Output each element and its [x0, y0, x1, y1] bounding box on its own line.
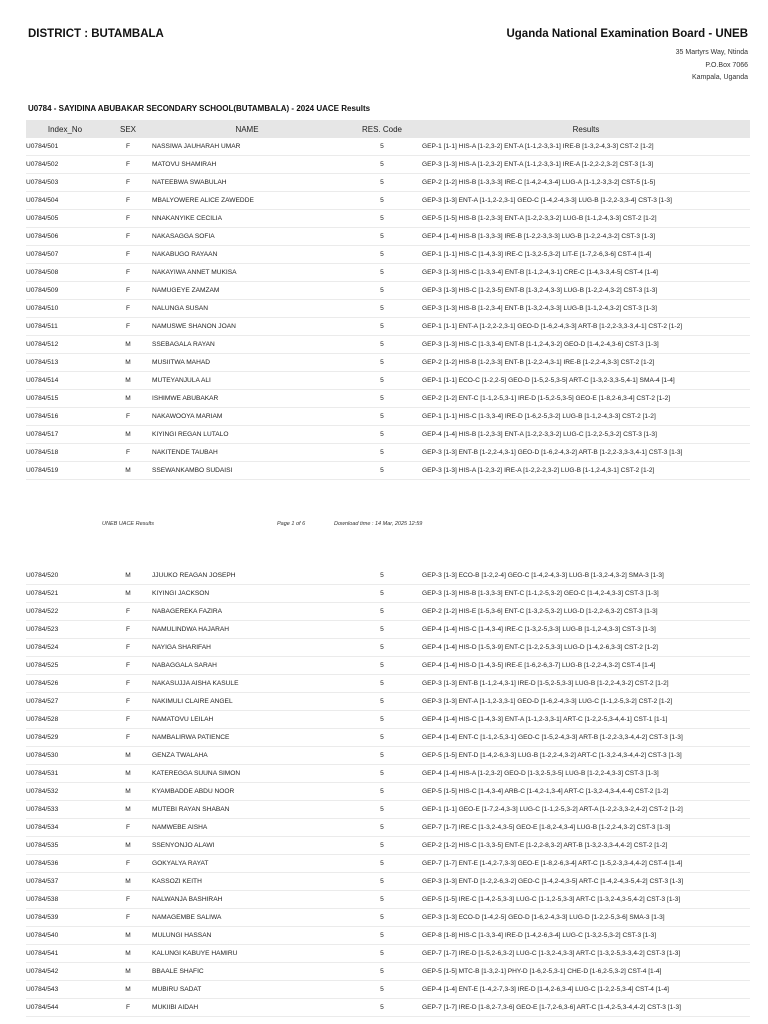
name-cell: KASSOZI KEITH	[152, 873, 342, 891]
results-cell: GEP-5 [1-5] MTC-B [1-3,2-1] PHY-D [1-6,2-5,3-1] CHE-D [1-6,2-5,3-2] CST-4 [1-4]	[422, 963, 750, 981]
results-cell: GEP-4 [1-4] HIS-A [1-2,3-2] GEO-D [1-3,2-5,3-5] LUG-B [1-2,2-4,3-3] CST-3 [1-3]	[422, 765, 750, 783]
res-code-cell: 5	[342, 729, 422, 747]
sex-cell: F	[104, 174, 152, 192]
results-cell: GEP-2 [1-2] ENT-C [1-1,2-5,3-1] IRE-D [1-5,2-5,3-5] GEO-E [1-8,2-6,3-4] CST-2 [1-2]	[422, 390, 750, 408]
index-cell: U0784/531	[26, 765, 104, 783]
name-cell: NAKIMULI CLAIRE ANGEL	[152, 693, 342, 711]
name-cell: NAKABUGO RAYAAN	[152, 246, 342, 264]
results-cell: GEP-3 [1-3] HIS-C [1-3,3-4] ENT-B [1-1,2-4,3-1] CRE-C [1-4,3-3,4-5] CST-4 [1-4]	[422, 264, 750, 282]
index-cell: U0784/538	[26, 891, 104, 909]
name-cell: MBALYOWERE ALICE ZAWEDDE	[152, 192, 342, 210]
results-cell: GEP-4 [1-4] ENT-E [1-4,2-7,3-3] IRE-D [1-4,2-6,3-4] LUG-C [1-2,2-5,3-4] CST-4 [1-4]	[422, 981, 750, 999]
sex-cell: F	[104, 729, 152, 747]
results-cell: GEP-3 [1-3] ECO-B [1-2,2-4] GEO-C [1-4,2-4,3-3] LUG-B [1-3,2-4,3-2] SMA-3 [1-3]	[422, 567, 750, 585]
table-row	[26, 999, 750, 1017]
name-cell: MATOVU SHAMIRAH	[152, 156, 342, 174]
name-cell: NAMUSWE SHANON JOAN	[152, 318, 342, 336]
table-header-row	[26, 120, 750, 138]
index-cell: U0784/533	[26, 801, 104, 819]
sex-cell: F	[104, 603, 152, 621]
res-code-cell: 5	[342, 765, 422, 783]
sex-cell: F	[104, 621, 152, 639]
res-code-cell: 5	[342, 585, 422, 603]
sex-cell: F	[104, 444, 152, 462]
header-name: NAME	[152, 120, 342, 138]
res-code-cell: 5	[342, 675, 422, 693]
index-cell: U0784/511	[26, 318, 104, 336]
table-row	[26, 174, 750, 192]
results-cell: GEP-3 [1-3] ENT-B [1-2,2-4,3-1] GEO-D [1-6,2-4,3-2] ART-B [1-2,2-3,3-3,4-1] CST-3 [1-3]	[422, 444, 750, 462]
index-cell: U0784/510	[26, 300, 104, 318]
table-row	[26, 408, 750, 426]
name-cell: NNAKANYIKE CECILIA	[152, 210, 342, 228]
name-cell: NAMUGEYE ZAMZAM	[152, 282, 342, 300]
table-row	[26, 693, 750, 711]
res-code-cell: 5	[342, 336, 422, 354]
results-cell: GEP-3 [1-3] HIS-B [1-3,3-3] ENT-C [1-1,2-5,3-2] GEO-C [1-4,2-4,3-3] CST-3 [1-3]	[422, 585, 750, 603]
table-row	[26, 963, 750, 981]
name-cell: MUTEBI RAYAN SHABAN	[152, 801, 342, 819]
address-line: P.O.Box 7066	[705, 61, 748, 69]
table-row	[26, 675, 750, 693]
index-cell: U0784/526	[26, 675, 104, 693]
results-cell: GEP-3 [1-3] HIS-A [1-2,3-2] ENT-A [1-1,2-3,3-1] IRE-A [1-2,2-2,3-2] CST-3 [1-3]	[422, 156, 750, 174]
sex-cell: M	[104, 927, 152, 945]
name-cell: NAYIGA SHARIFAH	[152, 639, 342, 657]
index-cell: U0784/522	[26, 603, 104, 621]
index-cell: U0784/501	[26, 138, 104, 156]
res-code-cell: 5	[342, 354, 422, 372]
name-cell: MUBIRU SADAT	[152, 981, 342, 999]
sex-cell: M	[104, 837, 152, 855]
res-code-cell: 5	[342, 444, 422, 462]
table-row	[26, 444, 750, 462]
footer-download: Download time : 14 Mar, 2025 12:59	[334, 521, 423, 527]
sex-cell: F	[104, 300, 152, 318]
footer-label: UNEB UACE Results	[102, 521, 154, 527]
res-code-cell: 5	[342, 408, 422, 426]
results-cell: GEP-4 [1-4] HIS-D [1-4,3-5] IRE-E [1-6,2-6,3-7] LUG-B [1-2,2-4,3-2] CST-4 [1-4]	[422, 657, 750, 675]
table-row	[26, 264, 750, 282]
sex-cell: M	[104, 783, 152, 801]
sex-cell: M	[104, 372, 152, 390]
table-row	[26, 156, 750, 174]
school-title: U0784 - SAYIDINA ABUBAKAR SECONDARY SCHOOL(BUTAMBALA) - 2024 UACE Results	[28, 104, 371, 113]
district-title: DISTRICT : BUTAMBALA	[28, 28, 164, 40]
index-cell: U0784/503	[26, 174, 104, 192]
results-cell: GEP-4 [1-4] ENT-C [1-1,2-5,3-1] GEO-C [1-5,2-4,3-3] ART-B [1-2,2-3,3-4,4-2] CST-3 [1-3]	[422, 729, 750, 747]
name-cell: BBAALE SHAFIC	[152, 963, 342, 981]
res-code-cell: 5	[342, 603, 422, 621]
sex-cell: M	[104, 801, 152, 819]
index-cell: U0784/542	[26, 963, 104, 981]
res-code-cell: 5	[342, 246, 422, 264]
table-row	[26, 927, 750, 945]
index-cell: U0784/527	[26, 693, 104, 711]
sex-cell: F	[104, 657, 152, 675]
sex-cell: F	[104, 711, 152, 729]
sex-cell: M	[104, 426, 152, 444]
res-code-cell: 5	[342, 462, 422, 480]
res-code-cell: 5	[342, 801, 422, 819]
table-row	[26, 603, 750, 621]
results-cell: GEP-1 [1-1] HIS-A [1-2,3-2] ENT-A [1-1,2-3,3-1] IRE-B [1-3,2-4,3-3] CST-2 [1-2]	[422, 138, 750, 156]
index-cell: U0784/508	[26, 264, 104, 282]
res-code-cell: 5	[342, 282, 422, 300]
table-row	[26, 783, 750, 801]
res-code-cell: 5	[342, 873, 422, 891]
sex-cell: F	[104, 408, 152, 426]
name-cell: MUKIIBI AIDAH	[152, 999, 342, 1017]
sex-cell: M	[104, 390, 152, 408]
results-body-page-1	[26, 138, 750, 480]
index-cell: U0784/532	[26, 783, 104, 801]
name-cell: NAMWEBE AISHA	[152, 819, 342, 837]
results-cell: GEP-1 [1-1] ECO-C [1-2,2-5] GEO-D [1-5,2-5,3-5] ART-C [1-3,2-3,3-5,4-1] SMA-4 [1-4]	[422, 372, 750, 390]
results-cell: GEP-3 [1-3] HIS-B [1-2,3-4] ENT-B [1-3,2-4,3-3] LUG-B [1-1,2-4,3-2] CST-3 [1-3]	[422, 300, 750, 318]
index-cell: U0784/535	[26, 837, 104, 855]
table-row	[26, 192, 750, 210]
res-code-cell: 5	[342, 174, 422, 192]
table-row	[26, 138, 750, 156]
res-code-cell: 5	[342, 156, 422, 174]
address-line: Kampala, Uganda	[691, 74, 748, 81]
results-cell: GEP-1 [1-1] HIS-C [1-4,3-3] IRE-C [1-3,2-5,3-2] LIT-E [1-7,2-6,3-6] CST-4 [1-4]	[422, 246, 750, 264]
res-code-cell: 5	[342, 567, 422, 585]
results-cell: GEP-3 [1-3] ECO-D [1-4,2-5] GEO-D [1-6,2-4,3-3] LUG-D [1-2,2-5,3-6] SMA-3 [1-3]	[422, 909, 750, 927]
results-cell: GEP-3 [1-3] HIS-C [1-2,3-5] ENT-B [1-3,2-4,3-3] LUG-B [1-2,2-4,3-2] CST-3 [1-3]	[422, 282, 750, 300]
results-cell: GEP-7 [1-7] IRE-D [1-8,2-7,3-6] GEO-E [1-7,2-6,3-6] ART-C [1-4,2-5,3-4,4-2] CST-3 [1-3]	[422, 999, 750, 1017]
table-row	[26, 567, 750, 585]
name-cell: SSEBAGALA RAYAN	[152, 336, 342, 354]
table-row	[26, 462, 750, 480]
sex-cell: F	[104, 855, 152, 873]
results-cell: GEP-2 [1-2] HIS-B [1-2,3-3] ENT-B [1-2,2-4,3-1] IRE-B [1-2,2-4,3-3] CST-2 [1-2]	[422, 354, 750, 372]
table-row	[26, 282, 750, 300]
sex-cell: M	[104, 873, 152, 891]
index-cell: U0784/507	[26, 246, 104, 264]
table-row	[26, 765, 750, 783]
res-code-cell: 5	[342, 426, 422, 444]
res-code-cell: 5	[342, 390, 422, 408]
table-row	[26, 621, 750, 639]
results-cell: GEP-7 [1-7] IRE-C [1-3,2-4,3-5] GEO-E [1-8,2-4,3-4] LUG-B [1-2,2-4,3-2] CST-3 [1-3]	[422, 819, 750, 837]
results-cell: GEP-4 [1-4] HIS-B [1-3,3-3] IRE-B [1-2,2-3,3-3] LUG-B [1-2,2-4,3-2] CST-3 [1-3]	[422, 228, 750, 246]
res-code-cell: 5	[342, 747, 422, 765]
name-cell: SSEWANKAMBO SUDAISI	[152, 462, 342, 480]
index-cell: U0784/502	[26, 156, 104, 174]
table-row	[26, 873, 750, 891]
table-row	[26, 228, 750, 246]
results-cell: GEP-2 [1-2] HIS-B [1-3,3-3] IRE-C [1-4,2-4,3-4] LUG-A [1-1,2-3,3-2] CST-5 [1-5]	[422, 174, 750, 192]
table-row	[26, 855, 750, 873]
res-code-cell: 5	[342, 909, 422, 927]
res-code-cell: 5	[342, 621, 422, 639]
table-row	[26, 945, 750, 963]
sex-cell: M	[104, 336, 152, 354]
table-row	[26, 426, 750, 444]
sex-cell: M	[104, 585, 152, 603]
res-code-cell: 5	[342, 963, 422, 981]
table-row	[26, 210, 750, 228]
results-cell: GEP-3 [1-3] ENT-B [1-1,2-4,3-1] IRE-D [1-5,2-5,3-3] LUG-B [1-2,2-4,3-2] CST-2 [1-2]	[422, 675, 750, 693]
res-code-cell: 5	[342, 819, 422, 837]
sex-cell: F	[104, 675, 152, 693]
table-row	[26, 909, 750, 927]
res-code-cell: 5	[342, 711, 422, 729]
index-cell: U0784/530	[26, 747, 104, 765]
sex-cell: F	[104, 156, 152, 174]
results-cell: GEP-4 [1-4] HIS-C [1-4,3-4] IRE-C [1-3,2-5,3-3] LUG-B [1-1,2-4,3-3] CST-3 [1-3]	[422, 621, 750, 639]
name-cell: NAMAGEMBE SALIWA	[152, 909, 342, 927]
index-cell: U0784/521	[26, 585, 104, 603]
results-cell: GEP-7 [1-7] IRE-D [1-5,2-6,3-2] LUG-C [1-3,2-4,3-3] ART-C [1-3,2-5,3-3,4-2] CST-3 [1-3]	[422, 945, 750, 963]
results-cell: GEP-7 [1-7] ENT-E [1-4,2-7,3-3] GEO-E [1-8,2-6,3-4] ART-C [1-5,2-3,3-4,4-2] CST-4 [1-4]	[422, 855, 750, 873]
sex-cell: F	[104, 909, 152, 927]
table-row	[26, 891, 750, 909]
res-code-cell: 5	[342, 891, 422, 909]
sex-cell: F	[104, 246, 152, 264]
results-cell: GEP-3 [1-3] ENT-A [1-1,2-3,3-1] GEO-D [1-6,2-4,3-3] LUG-C [1-1,2-5,3-2] CST-2 [1-2]	[422, 693, 750, 711]
res-code-cell: 5	[342, 138, 422, 156]
index-cell: U0784/518	[26, 444, 104, 462]
results-cell: GEP-1 [1-1] ENT-A [1-2,2-2,3-1] GEO-D [1-6,2-4,3-3] ART-B [1-2,2-3,3-3,4-1] CST-2 [1-2]	[422, 318, 750, 336]
results-cell: GEP-3 [1-3] ENT-A [1-1,2-2,3-1] GEO-C [1-4,2-4,3-3] LUG-B [1-2,2-3,3-4] CST-3 [1-3]	[422, 192, 750, 210]
index-cell: U0784/506	[26, 228, 104, 246]
results-cell: GEP-3 [1-3] ENT-D [1-2,2-6,3-2] GEO-C [1-4,2-4,3-5] ART-C [1-4,2-4,3-5,4-2] CST-3 [1-3]	[422, 873, 750, 891]
index-cell: U0784/528	[26, 711, 104, 729]
results-table-page-2	[26, 567, 750, 1017]
sex-cell: F	[104, 210, 152, 228]
index-cell: U0784/524	[26, 639, 104, 657]
res-code-cell: 5	[342, 999, 422, 1017]
name-cell: NABAGGALA SARAH	[152, 657, 342, 675]
res-code-cell: 5	[342, 837, 422, 855]
header-sex: SEX	[104, 120, 152, 138]
table-row	[26, 981, 750, 999]
address-line: 35 Martyrs Way, Ntinda	[675, 49, 748, 56]
index-cell: U0784/536	[26, 855, 104, 873]
res-code-cell: 5	[342, 927, 422, 945]
sex-cell: F	[104, 228, 152, 246]
name-cell: KATEREGGA SUUNA SIMON	[152, 765, 342, 783]
index-cell: U0784/540	[26, 927, 104, 945]
res-code-cell: 5	[342, 693, 422, 711]
results-cell: GEP-4 [1-4] HIS-D [1-5,3-9] ENT-C [1-2,2-5,3-3] LUG-D [1-4,2-6,3-3] CST-2 [1-2]	[422, 639, 750, 657]
table-row	[26, 729, 750, 747]
sex-cell: M	[104, 354, 152, 372]
results-cell: GEP-5 [1-5] HIS-C [1-4,3-4] ARB-C [1-4,2-1,3-4] ART-C [1-3,2-4,3-4,4-4] CST-2 [1-2]	[422, 783, 750, 801]
board-title: Uganda National Examination Board - UNEB	[506, 28, 748, 40]
sex-cell: F	[104, 264, 152, 282]
index-cell: U0784/520	[26, 567, 104, 585]
header-res-code: RES. Code	[342, 120, 422, 138]
name-cell: KYAMBADDE ABDU NOOR	[152, 783, 342, 801]
table-row	[26, 747, 750, 765]
sex-cell: M	[104, 765, 152, 783]
res-code-cell: 5	[342, 228, 422, 246]
name-cell: NAMBALIRWA PATIENCE	[152, 729, 342, 747]
table-row	[26, 246, 750, 264]
sex-cell: F	[104, 891, 152, 909]
results-cell: GEP-1 [1-1] HIS-C [1-3,3-4] IRE-D [1-6,2-5,3-2] LUG-B [1-1,2-4,3-3] CST-2 [1-2]	[422, 408, 750, 426]
results-body-page-2	[26, 567, 750, 1017]
sex-cell: F	[104, 282, 152, 300]
results-cell: GEP-1 [1-1] GEO-E [1-7,2-4,3-3] LUG-C [1-1,2-5,3-2] ART-A [1-2,2-3,3-2,4-2] CST-2 [1-2]	[422, 801, 750, 819]
res-code-cell: 5	[342, 192, 422, 210]
res-code-cell: 5	[342, 657, 422, 675]
name-cell: KIYINGI JACKSON	[152, 585, 342, 603]
sex-cell: M	[104, 747, 152, 765]
sex-cell: F	[104, 639, 152, 657]
name-cell: MUSIITWA MAHAD	[152, 354, 342, 372]
sex-cell: F	[104, 819, 152, 837]
sex-cell: F	[104, 318, 152, 336]
res-code-cell: 5	[342, 639, 422, 657]
sex-cell: M	[104, 981, 152, 999]
table-row	[26, 336, 750, 354]
sex-cell: M	[104, 462, 152, 480]
index-cell: U0784/514	[26, 372, 104, 390]
table-row	[26, 585, 750, 603]
index-cell: U0784/512	[26, 336, 104, 354]
index-cell: U0784/505	[26, 210, 104, 228]
table-row	[26, 318, 750, 336]
index-cell: U0784/543	[26, 981, 104, 999]
table-row	[26, 390, 750, 408]
sex-cell: F	[104, 138, 152, 156]
name-cell: NAKITENDE TAUBAH	[152, 444, 342, 462]
res-code-cell: 5	[342, 981, 422, 999]
index-cell: U0784/519	[26, 462, 104, 480]
index-cell: U0784/534	[26, 819, 104, 837]
index-cell: U0784/529	[26, 729, 104, 747]
name-cell: GOKYALYA RAYAT	[152, 855, 342, 873]
results-cell: GEP-5 [1-5] IRE-C [1-4,2-5,3-3] LUG-C [1-1,2-5,3-3] ART-C [1-3,2-4,3-5,4-2] CST-3 [1-3]	[422, 891, 750, 909]
sex-cell: M	[104, 945, 152, 963]
index-cell: U0784/544	[26, 999, 104, 1017]
table-row	[26, 711, 750, 729]
res-code-cell: 5	[342, 855, 422, 873]
table-row	[26, 657, 750, 675]
results-cell: GEP-4 [1-4] HIS-B [1-2,3-3] ENT-A [1-2,2-3,3-2] LUG-C [1-2,2-5,3-2] CST-3 [1-3]	[422, 426, 750, 444]
name-cell: JJUUKO REAGAN JOSEPH	[152, 567, 342, 585]
name-cell: NAMULINDWA HAJARAH	[152, 621, 342, 639]
name-cell: NAKAWOOYA MARIAM	[152, 408, 342, 426]
name-cell: NAKASAGGA SOFIA	[152, 228, 342, 246]
name-cell: NAKAYIWA ANNET MUKISA	[152, 264, 342, 282]
table-row	[26, 372, 750, 390]
name-cell: KALUNGI KABUYE HAMIRU	[152, 945, 342, 963]
index-cell: U0784/516	[26, 408, 104, 426]
results-table-page-1	[26, 120, 750, 480]
index-cell: U0784/541	[26, 945, 104, 963]
header-index: Index_No	[26, 120, 104, 138]
name-cell: NATEEBWA SWABULAH	[152, 174, 342, 192]
table-row	[26, 354, 750, 372]
name-cell: NAMATOVU LEILAH	[152, 711, 342, 729]
index-cell: U0784/509	[26, 282, 104, 300]
sex-cell: F	[104, 693, 152, 711]
results-cell: GEP-3 [1-3] HIS-C [1-3,3-4] ENT-B [1-1,2-4,3-2] GEO-D [1-4,2-4,3-6] CST-3 [1-3]	[422, 336, 750, 354]
header-results: Results	[422, 120, 750, 138]
results-cell: GEP-3 [1-3] HIS-A [1-2,3-2] IRE-A [1-2,2-2,3-2] LUG-B [1-1,2-4,3-1] CST-2 [1-2]	[422, 462, 750, 480]
name-cell: NAKASUJJA AISHA KASULE	[152, 675, 342, 693]
res-code-cell: 5	[342, 318, 422, 336]
name-cell: ISHIMWE ABUBAKAR	[152, 390, 342, 408]
index-cell: U0784/513	[26, 354, 104, 372]
table-row	[26, 837, 750, 855]
index-cell: U0784/539	[26, 909, 104, 927]
name-cell: GENZA TWALAHA	[152, 747, 342, 765]
footer-page: Page 1 of 6	[277, 521, 306, 527]
table-row	[26, 300, 750, 318]
index-cell: U0784/517	[26, 426, 104, 444]
name-cell: MUTEYANJULA ALI	[152, 372, 342, 390]
results-cell: GEP-2 [1-2] HIS-C [1-3,3-5] ENT-E [1-2,2-8,3-2] ART-B [1-3,2-3,3-4,4-2] CST-2 [1-2]	[422, 837, 750, 855]
name-cell: SSENYONJO ALAWI	[152, 837, 342, 855]
res-code-cell: 5	[342, 300, 422, 318]
table-row	[26, 801, 750, 819]
table-row	[26, 819, 750, 837]
index-cell: U0784/525	[26, 657, 104, 675]
results-cell: GEP-5 [1-5] HIS-B [1-2,3-3] ENT-A [1-2,2-3,3-2] LUG-B [1-1,2-4,3-3] CST-2 [1-2]	[422, 210, 750, 228]
name-cell: MULUNGI HASSAN	[152, 927, 342, 945]
index-cell: U0784/537	[26, 873, 104, 891]
results-cell: GEP-8 [1-8] HIS-C [1-3,3-4] IRE-D [1-4,2-6,3-4] LUG-C [1-3,2-5,3-2] CST-3 [1-3]	[422, 927, 750, 945]
sex-cell: M	[104, 567, 152, 585]
name-cell: KIYINGI REGAN LUTALO	[152, 426, 342, 444]
table-row	[26, 639, 750, 657]
index-cell: U0784/515	[26, 390, 104, 408]
name-cell: NALWANJA BASHIRAH	[152, 891, 342, 909]
res-code-cell: 5	[342, 945, 422, 963]
sex-cell: F	[104, 999, 152, 1017]
sex-cell: F	[104, 192, 152, 210]
sex-cell: M	[104, 963, 152, 981]
res-code-cell: 5	[342, 210, 422, 228]
name-cell: NALUNGA SUSAN	[152, 300, 342, 318]
index-cell: U0784/523	[26, 621, 104, 639]
name-cell: NASSIWA JAUHARAH UMAR	[152, 138, 342, 156]
results-cell: GEP-4 [1-4] HIS-C [1-4,3-3] ENT-A [1-1,2-3,3-1] ART-C [1-2,2-5,3-4,4-1] CST-1 [1-1]	[422, 711, 750, 729]
res-code-cell: 5	[342, 372, 422, 390]
board-address	[676, 47, 748, 85]
res-code-cell: 5	[342, 264, 422, 282]
results-cell: GEP-2 [1-2] HIS-E [1-5,3-6] ENT-C [1-3,2-5,3-2] LUG-D [1-2,2-6,3-2] CST-3 [1-3]	[422, 603, 750, 621]
res-code-cell: 5	[342, 783, 422, 801]
results-cell: GEP-5 [1-5] ENT-D [1-4,2-6,3-3] LUG-B [1-2,2-4,3-2] ART-C [1-3,2-4,3-4,4-2] CST-3 [1-3]	[422, 747, 750, 765]
index-cell: U0784/504	[26, 192, 104, 210]
name-cell: NABAGEREKA FAZIRA	[152, 603, 342, 621]
